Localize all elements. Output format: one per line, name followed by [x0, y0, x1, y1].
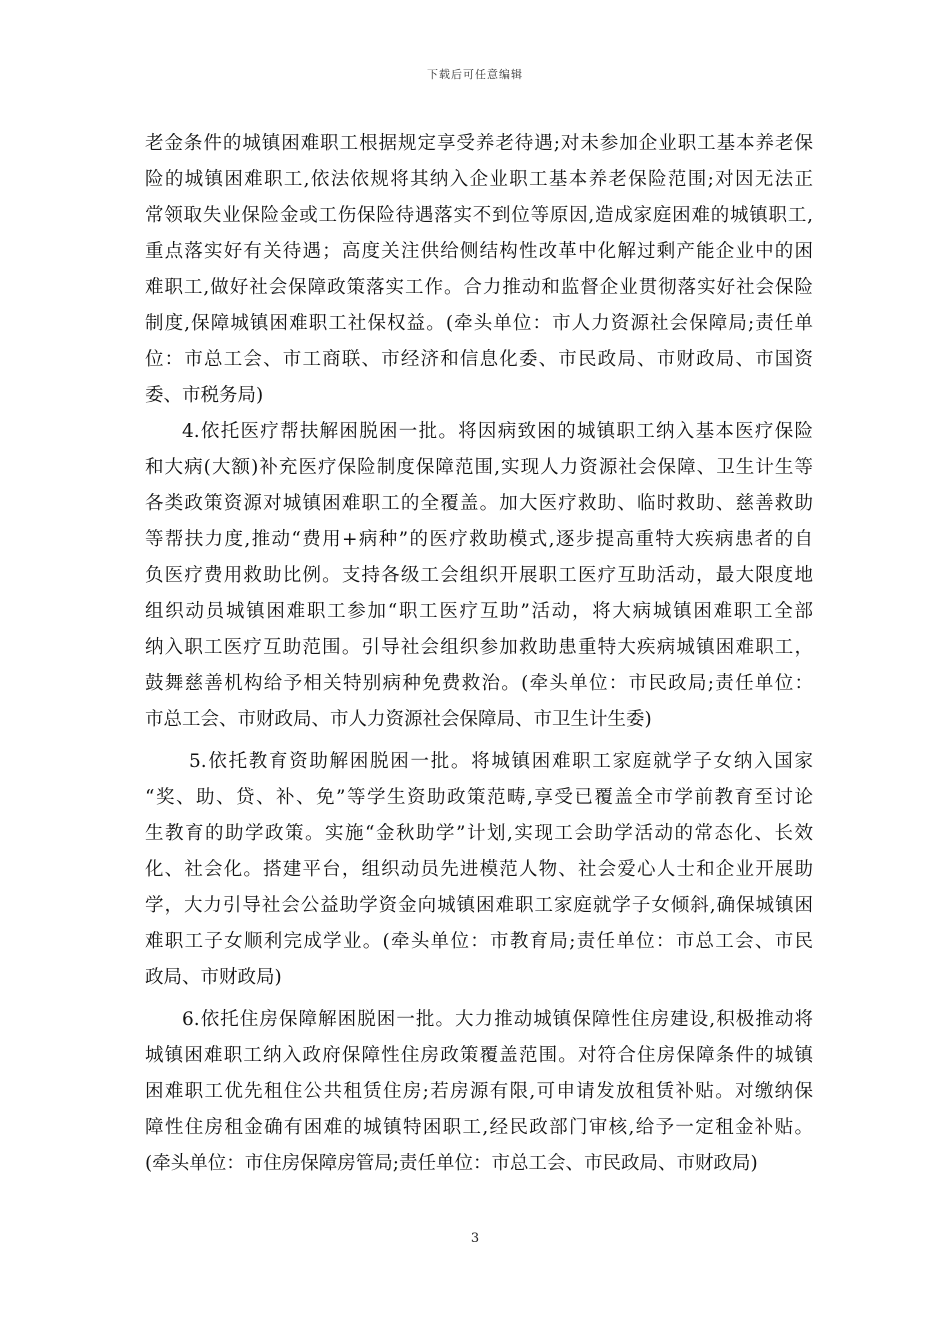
paragraph-line: “奖、助、贷、补、免”等学生资助政策范畴,享受已覆盖全市学前教育至讨论 — [145, 787, 813, 808]
paragraph-line: 化、社会化。搭建平台，组织动员先进模范人物、社会爱心人士和企业开展助 — [145, 859, 813, 880]
paragraph-medical-aid — [145, 414, 813, 738]
paragraph-line: 难职工,做好社会保障政策落实工作。合力推动和监督企业贯彻落实好社会保险 — [145, 277, 813, 298]
paragraph-line: 位：市总工会、市工商联、市经济和信息化委、市民政局、市财政局、市国资 — [145, 349, 813, 370]
paragraph-pension — [145, 126, 813, 414]
paragraph-line: 委、市税务局) — [145, 385, 264, 406]
paragraph-line: 老金条件的城镇困难职工根据规定享受养老待遇;对未参加企业职工基本养老保 — [145, 133, 813, 154]
paragraph-heading-line: 5.依托教育资助解困脱困一批。将城镇困难职工家庭就学子女纳入国家 — [189, 751, 813, 772]
paragraph-line: 重点落实好有关待遇；高度关注供给侧结构性改革中化解过剩产能企业中的困 — [145, 241, 813, 262]
paragraph-line: 政局、市财政局) — [145, 967, 282, 988]
paragraph-line: 等帮扶力度,推动“费用+病种”的医疗救助模式,逐步提高重特大疾病患者的自 — [145, 529, 813, 550]
paragraph-line: 鼓舞慈善机构给予相关特别病种免费救治。(牵头单位：市民政局;责任单位： — [145, 673, 813, 694]
paragraph-line: 组织动员城镇困难职工参加“职工医疗互助”活动，将大病城镇困难职工全部 — [145, 601, 813, 622]
document-body — [145, 126, 813, 1182]
paragraph-line: 险的城镇困难职工,依法依规将其纳入企业职工基本养老保险范围;对因无法正 — [145, 169, 813, 190]
paragraph-line: 制度,保障城镇困难职工社保权益。(牵头单位：市人力资源社会保障局;责任单 — [145, 313, 813, 334]
paragraph-education-aid — [145, 744, 813, 996]
paragraph-line: 负医疗费用救助比例。支持各级工会组织开展职工医疗互助活动，最大限度地 — [145, 565, 813, 586]
paragraph-line: 生教育的助学政策。实施“金秋助学”计划,实现工会助学活动的常态化、长效 — [145, 823, 813, 844]
paragraph-line: (牵头单位：市住房保障房管局;责任单位：市总工会、市民政局、市财政局) — [145, 1153, 758, 1174]
paragraph-line: 各类政策资源对城镇困难职工的全覆盖。加大医疗救助、临时救助、慈善救助 — [145, 493, 813, 514]
paragraph-line: 障性住房租金确有困难的城镇特困职工,经民政部门审核,给予一定租金补贴。 — [145, 1117, 813, 1138]
paragraph-line: 常领取失业保险金或工伤保险待遇落实不到位等原因,造成家庭困难的城镇职工, — [145, 205, 813, 226]
paragraph-heading-line: 4.依托医疗帮扶解困脱困一批。将因病致困的城镇职工纳入基本医疗保险 — [182, 421, 813, 442]
paragraph-line: 困难职工优先租住公共租赁住房;若房源有限,可申请发放租赁补贴。对缴纳保 — [145, 1081, 813, 1102]
paragraph-line: 市总工会、市财政局、市人力资源社会保障局、市卫生计生委) — [145, 709, 652, 730]
paragraph-line: 难职工子女顺利完成学业。(牵头单位：市教育局;责任单位：市总工会、市民 — [145, 931, 813, 952]
paragraph-housing-aid — [145, 1002, 813, 1182]
paragraph-line: 和大病(大额)补充医疗保险制度保障范围,实现人力资源社会保障、卫生计生等 — [145, 457, 813, 478]
paragraph-line: 纳入职工医疗互助范围。引导社会组织参加救助患重特大疾病城镇困难职工， — [145, 637, 813, 658]
paragraph-heading-line: 6.依托住房保障解困脱困一批。大力推动城镇保障性住房建设,积极推动将 — [182, 1009, 813, 1030]
paragraph-line: 学，大力引导社会公益助学资金向城镇困难职工家庭就学子女倾斜,确保城镇困 — [145, 895, 813, 916]
page-header: 下载后可任意编辑 — [427, 68, 523, 81]
paragraph-line: 城镇困难职工纳入政府保障性住房政策覆盖范围。对符合住房保障条件的城镇 — [145, 1045, 813, 1066]
page-number: 3 — [470, 1231, 480, 1246]
